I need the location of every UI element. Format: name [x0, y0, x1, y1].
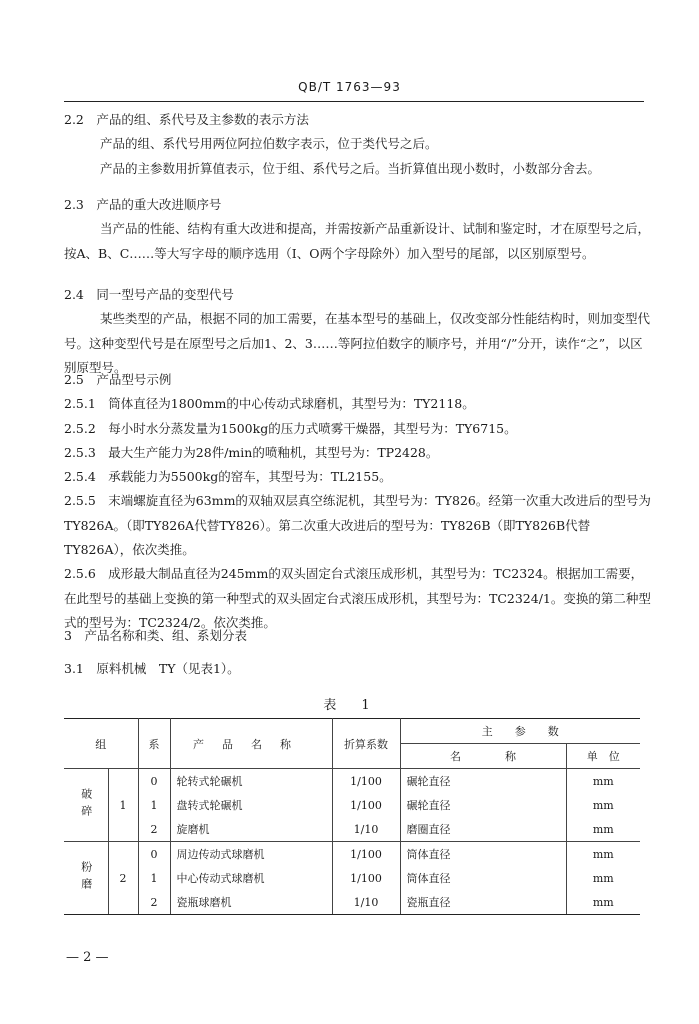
series-cell: 2 [138, 890, 170, 915]
section-title: 3 产品名称和类、组、系划分表 [64, 628, 247, 643]
paragraph: 当产品的性能、结构有重大改进和提高，并需按新产品重新设计、试制和鉴定时，才在原型号之后，按A、B、C……等大写字母的顺序选用（I、O两个字母除外）加入型号的尾部，以区别原型号。 [64, 221, 651, 261]
factor-cell: 1/100 [332, 769, 400, 794]
param-cell: 筒体直径 [400, 842, 566, 867]
table-row [64, 793, 640, 817]
param-cell: 筒体直径 [400, 866, 566, 890]
header-factor: 折算系数 [332, 719, 400, 769]
table-title: 表 1 [323, 698, 376, 713]
paragraph: 产品的组、系代号用两位阿拉伯数字表示，位于类代号之后。 [100, 136, 438, 152]
section-2-3 [64, 193, 654, 266]
header-rule [64, 101, 644, 102]
header-series: 系 [138, 719, 170, 769]
factor-cell: 1/100 [332, 842, 400, 867]
series-cell: 0 [138, 769, 170, 794]
name-cell: 中心传动式球磨机 [170, 866, 332, 890]
factor-cell: 1/10 [332, 890, 400, 915]
section-title: 2.5 产品型号示例 [64, 372, 172, 387]
standard-code-header: QB/T 1763—93 [298, 80, 401, 94]
section-title: 2.4 同一型号产品的变型代号 [64, 287, 234, 302]
param-cell: 磨圈直径 [400, 817, 566, 842]
name-cell: 瓷瓶球磨机 [170, 890, 332, 915]
section-title: 3.1 原料机械 TY（见表1）。 [64, 661, 240, 676]
section-2-2 [64, 108, 654, 181]
example-item: 2.5.4 承载能力为5500kg的窑车，其型号为：TL2155。 [64, 469, 392, 485]
example-item: 2.5.1 筒体直径为1800mm的中心传动式球磨机，其型号为：TY2118。 [64, 396, 475, 412]
unit-cell: mm [592, 847, 614, 861]
group-label: 破碎 [64, 769, 108, 842]
classification-table [64, 718, 640, 915]
header-product-name: 产品名称 [170, 719, 332, 769]
series-cell: 2 [138, 817, 170, 842]
section-2-4 [64, 283, 654, 380]
header-group: 组 [64, 719, 138, 769]
group-label: 粉磨 [64, 842, 108, 915]
factor-cell: 1/100 [332, 793, 400, 817]
unit-cell: mm [566, 890, 640, 915]
section-3 [64, 624, 654, 648]
group-code: 2 [108, 842, 138, 915]
param-cell: 碾轮直径 [400, 769, 566, 794]
factor-cell: 1/100 [332, 866, 400, 890]
group-code: 1 [108, 769, 138, 842]
header-unit: 单 位 [566, 744, 640, 769]
series-cell: 1 [138, 793, 170, 817]
series-cell: 0 [138, 842, 170, 867]
example-item: 2.5.6 成形最大制品直径为245mm的双头固定台式滚压成形机，其型号为：TC2324。根据加工需要，在此型号的基础上变换的第一种型式的双头固定台式滚压成形机，其型号为：TC2324/1。变换的第二种型式的型号为：TC2324/2。依次类推。 [64, 566, 651, 630]
table-row [64, 890, 640, 915]
series-cell: 1 [138, 866, 170, 890]
table-row [64, 769, 640, 794]
table-row [64, 817, 640, 842]
name-cell: 盘转式轮碾机 [170, 793, 332, 817]
table-row [64, 866, 640, 890]
unit-cell: mm [592, 871, 614, 885]
table-row [64, 842, 640, 867]
param-cell: 碾轮直径 [400, 793, 566, 817]
name-cell: 轮转式轮碾机 [170, 769, 332, 794]
example-item: 2.5.3 最大生产能力为28件/min的喷釉机，其型号为：TP2428。 [64, 444, 439, 460]
section-title: 2.3 产品的重大改进顺序号 [64, 197, 222, 212]
param-cell: 瓷瓶直径 [400, 890, 566, 915]
name-cell: 周边传动式球磨机 [170, 842, 332, 867]
name-cell: 旋磨机 [170, 817, 332, 842]
example-item: 2.5.2 每小时水分蒸发量为1500kg的压力式喷雾干燥器，其型号为：TY6715。 [64, 420, 517, 436]
factor-cell: 1/10 [332, 817, 400, 842]
paragraph: 产品的主参数用折算值表示，位于组、系代号之后。当折算值出现小数时，小数部分舍去。 [100, 160, 601, 176]
section-title: 2.2 产品的组、系代号及主参数的表示方法 [64, 112, 309, 127]
header-main-param: 主 参 数 [400, 719, 640, 744]
page-number: — 2 — [66, 950, 109, 965]
section-2-5 [64, 368, 654, 635]
paragraph: 某些类型的产品，根据不同的加工需要，在基本型号的基础上，仅改变部分性能结构时，则加变型代号。这种变型代号是在原型号之后加1、2、3……等阿拉伯数字的顺序号，并用“/”分开，读作“之”，以区别原型号。 [64, 311, 651, 375]
header-param-name: 名 称 [400, 744, 566, 769]
unit-cell: mm [592, 798, 614, 812]
unit-cell: mm [566, 817, 640, 842]
section-3-1 [64, 657, 654, 681]
unit-cell: mm [592, 774, 614, 788]
example-item: 2.5.5 末端螺旋直径为63mm的双轴双层真空练泥机，其型号为：TY826。经第一次重大改进后的型号为TY826A。（即TY826A代替TY826）。第二次重大改进后的型号为：TY826B（即TY826B代替TY826A），依次类推。 [64, 493, 651, 558]
